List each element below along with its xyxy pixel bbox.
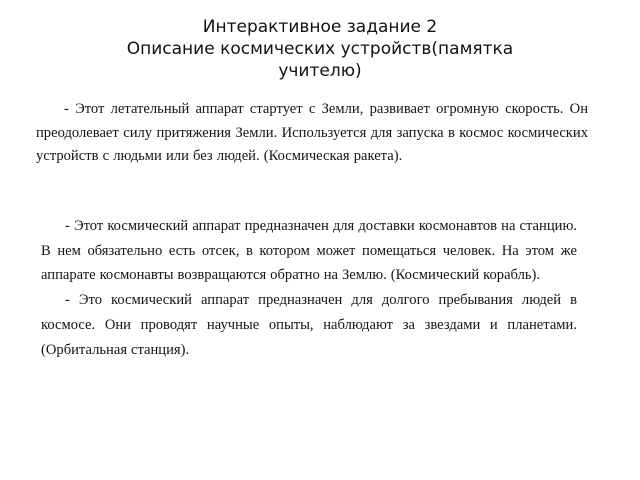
title-line-1: Интерактивное задание 2 [202, 17, 438, 37]
description-rocket: - Этот летательный аппарат стартует с Земли, развивает огромную скорость. Он преодолевает силу притяжения Земли. Используется для запуска в космос космических устройств с людьми или без людей. (Космическая ракета). [36, 101, 588, 164]
slide-title [60, 16, 580, 82]
scanned-text-block-2 [41, 214, 577, 362]
title-line-2: Описание космических устройств(памятка [126, 39, 514, 59]
scanned-text-block-1 [36, 98, 588, 169]
title-line-3: учителю) [278, 61, 362, 81]
description-spaceship: - Этот космический аппарат предназначен для доставки космонавтов на станцию. В нем обязательно есть отсек, в котором может помещаться человек. На этом же аппарате космонавты возвращаются обратно на Землю. (Космический корабль). [41, 218, 577, 284]
description-orbital-station: - Это космический аппарат предназначен для долгого пребывания людей в космосе. Они проводят научные опыты, наблюдают за звездами и планетами. (Орбитальная станция). [41, 292, 577, 358]
